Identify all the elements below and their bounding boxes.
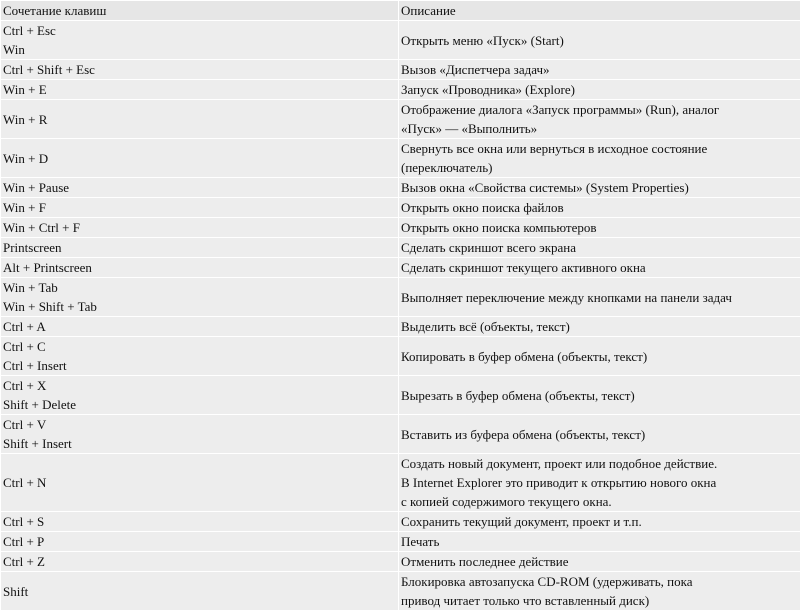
shortcut-keys-cell — [1, 198, 399, 218]
shortcut-keys: Shift + Delete — [3, 397, 77, 412]
shortcut-description-cell — [399, 198, 801, 218]
shortcut-description-cell — [399, 337, 801, 376]
shortcut-description: Запуск «Проводника» (Explore) — [401, 82, 575, 97]
shortcut-description: Вставить из буфера обмена (объекты, текст) — [401, 426, 646, 442]
table-row — [1, 337, 801, 376]
shortcut-keys-cell — [1, 317, 399, 337]
shortcut-keys-cell — [1, 139, 399, 178]
shortcut-description-cell — [399, 572, 801, 611]
shortcut-description-cell — [399, 317, 801, 337]
shortcut-keys-cell — [1, 178, 399, 198]
shortcut-description: Открыть окно поиска компьютеров — [401, 220, 597, 235]
shortcut-keys-cell — [1, 238, 399, 258]
shortcut-keys-cell — [1, 218, 399, 238]
shortcut-keys: Ctrl + V — [3, 417, 47, 432]
shortcut-keys: Ctrl + X — [3, 378, 47, 393]
shortcut-description-cell — [399, 278, 801, 317]
shortcut-keys-cell — [1, 278, 399, 317]
shortcut-keys-cell — [1, 415, 399, 454]
shortcut-description: Вызов окна «Свойства системы» (System Properties) — [401, 180, 689, 195]
table-row — [1, 139, 801, 178]
shortcut-keys-cell — [1, 258, 399, 278]
table-row — [1, 218, 801, 238]
shortcut-keys-cell — [1, 552, 399, 572]
shortcut-keys-cell — [1, 532, 399, 552]
table-row — [1, 317, 801, 337]
table-row — [1, 415, 801, 454]
shortcut-description: Открыть меню «Пуск» (Start) — [401, 32, 564, 48]
shortcut-keys-cell — [1, 21, 399, 60]
shortcut-description-cell — [399, 415, 801, 454]
shortcut-keys: Ctrl + S — [3, 514, 45, 529]
shortcut-description: Копировать в буфер обмена (объекты, текст) — [401, 348, 648, 364]
shortcut-keys: Ctrl + N — [3, 475, 47, 490]
shortcut-description-cell — [399, 139, 801, 178]
shortcut-keys: Ctrl + Esc — [3, 23, 56, 38]
shortcut-keys-cell — [1, 376, 399, 415]
shortcut-description: привод читает только что вставленный диск) — [401, 593, 650, 608]
table-body — [1, 21, 801, 611]
table-header-row — [1, 1, 801, 21]
table-row — [1, 532, 801, 552]
table-row — [1, 278, 801, 317]
shortcut-keys: Shift + Insert — [3, 436, 72, 451]
shortcut-description-cell — [399, 60, 801, 80]
shortcut-description: Открыть окно поиска файлов — [401, 200, 564, 215]
shortcut-description: Выделить всё (объекты, текст) — [401, 319, 570, 334]
shortcut-keys: Shift — [3, 583, 29, 599]
table-row — [1, 552, 801, 572]
shortcut-description: с копией содержимого текущего окна. — [401, 494, 612, 509]
table-row — [1, 238, 801, 258]
shortcut-keys-cell — [1, 572, 399, 611]
shortcut-description: Выполняет переключение между кнопками на панели задач — [401, 289, 732, 305]
shortcut-description: Отображение диалога «Запуск программы» (Run), аналог — [401, 102, 720, 117]
shortcut-keys: Win + F — [3, 200, 46, 215]
shortcut-description-cell — [399, 512, 801, 532]
table-row — [1, 572, 801, 611]
shortcut-description: Свернуть все окна или вернуться в исходное состояние — [401, 141, 708, 156]
shortcut-description: Отменить последнее действие — [401, 554, 569, 569]
table-row — [1, 80, 801, 100]
table-row — [1, 258, 801, 278]
shortcut-description-cell — [399, 552, 801, 572]
shortcut-keys: Ctrl + Insert — [3, 358, 67, 373]
shortcut-keys: Win + E — [3, 82, 47, 97]
shortcut-description-cell — [399, 218, 801, 238]
shortcut-description-cell — [399, 376, 801, 415]
table-row — [1, 100, 801, 139]
shortcut-keys: Ctrl + Shift + Esc — [3, 62, 95, 77]
shortcut-keys-cell — [1, 100, 399, 139]
shortcut-keys: Alt + Printscreen — [3, 260, 92, 275]
header-keys: Сочетание клавиш — [1, 1, 399, 21]
shortcut-keys: Ctrl + C — [3, 339, 46, 354]
shortcut-description: Сохранить текущий документ, проект и т.п. — [401, 514, 642, 529]
shortcut-keys-cell — [1, 80, 399, 100]
shortcut-keys: Win + Pause — [3, 180, 70, 195]
shortcut-description: Блокировка автозапуска CD-ROM (удерживать, пока — [401, 574, 693, 589]
shortcut-description: Сделать скриншот всего экрана — [401, 240, 577, 255]
table-row — [1, 454, 801, 512]
shortcut-description-cell — [399, 80, 801, 100]
table-row — [1, 376, 801, 415]
shortcut-keys: Ctrl + P — [3, 534, 45, 549]
shortcut-keys: Win — [3, 42, 25, 57]
shortcut-keys-cell — [1, 454, 399, 512]
table-row — [1, 178, 801, 198]
shortcut-description-cell — [399, 178, 801, 198]
table-row — [1, 512, 801, 532]
shortcut-description-cell — [399, 258, 801, 278]
shortcut-description: Создать новый документ, проект или подобное действие. — [401, 456, 718, 471]
table-row — [1, 21, 801, 60]
shortcut-keys: Ctrl + Z — [3, 554, 45, 569]
shortcut-description: Сделать скриншот текущего активного окна — [401, 260, 646, 275]
shortcut-keys: Ctrl + A — [3, 319, 46, 334]
shortcut-description-cell — [399, 21, 801, 60]
shortcut-keys: Win + Ctrl + F — [3, 220, 80, 235]
table-row — [1, 60, 801, 80]
shortcut-description: Вырезать в буфер обмена (объекты, текст) — [401, 387, 635, 403]
shortcut-keys-cell — [1, 337, 399, 376]
shortcut-keys: Win + D — [3, 150, 49, 166]
shortcut-keys-cell — [1, 512, 399, 532]
shortcut-description-cell — [399, 100, 801, 139]
shortcut-description: В Internet Explorer это приводит к открытию нового окна — [401, 475, 717, 490]
shortcut-description: «Пуск» — «Выполнить» — [401, 121, 538, 136]
shortcut-keys-cell — [1, 60, 399, 80]
shortcut-keys: Win + Shift + Tab — [3, 299, 97, 314]
header-description: Описание — [399, 1, 801, 21]
shortcut-description: Печать — [401, 534, 440, 549]
shortcut-keys: Win + Tab — [3, 280, 58, 295]
shortcut-keys: Win + R — [3, 111, 48, 127]
shortcut-description-cell — [399, 238, 801, 258]
shortcut-description-cell — [399, 532, 801, 552]
shortcut-description-cell — [399, 454, 801, 512]
table-row — [1, 198, 801, 218]
shortcut-description: Вызов «Диспетчера задач» — [401, 62, 550, 77]
shortcut-description: (переключатель) — [401, 160, 493, 175]
shortcut-keys: Printscreen — [3, 240, 62, 255]
